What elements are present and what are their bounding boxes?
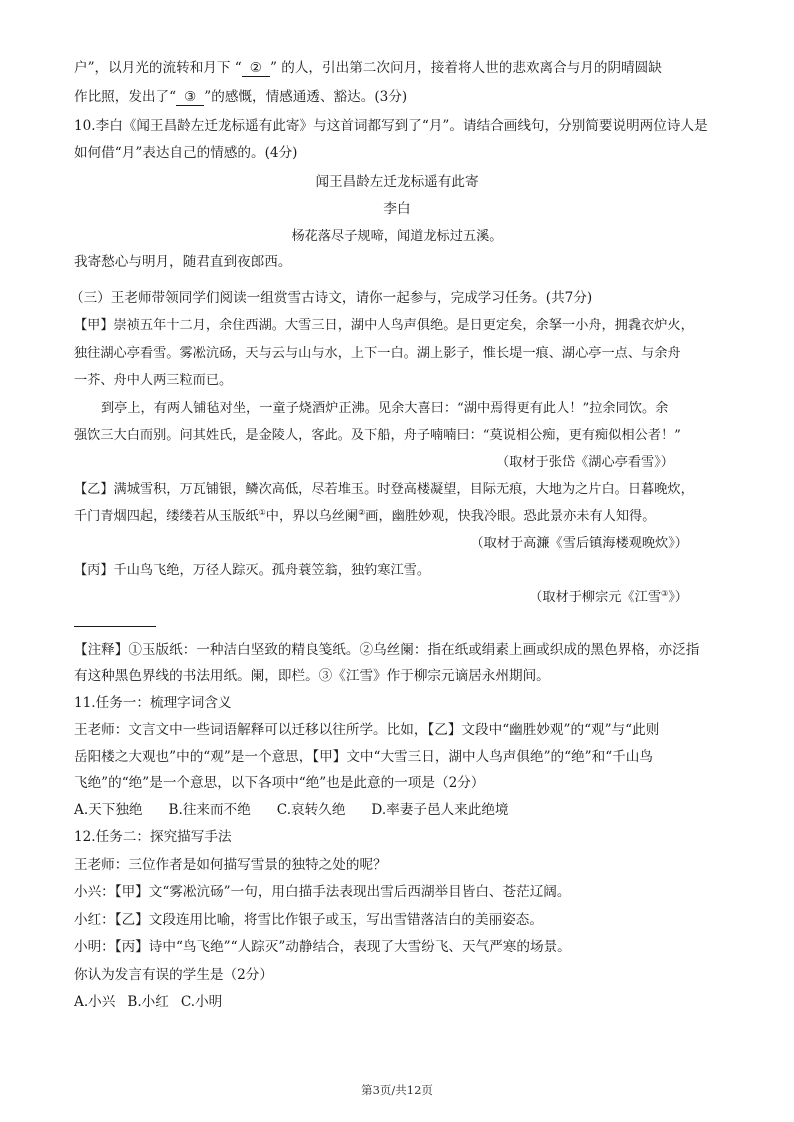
poem-line-2: 我寄愁心与明月，随君直到夜郎西。 [74,254,292,270]
q11-option-d[interactable]: D.率妻子邑人来此绝境 [371,802,509,818]
notes-line-2: 有这种黑色界线的书法用纸。阑，即栏。③《江雪》作于柳宗元谪居永州期间。 [74,668,550,684]
q10-stem-1: 10.李白《闻王昌龄左迁龙标遥有此寄》与这首词都写到了“月”。请结合画线句，分别简要说明两位诗人是 [74,118,708,134]
q12-line: 小兴：【甲】文“雾凇沆砀”一句，用白描手法表现出雪后西湖举目皆白、苍茫辽阔。 [74,884,571,900]
footnote-marker-2: ② [358,508,366,517]
section3-heading: （三）王老师带领同学们阅读一组赏雪古诗文，请你一起参与，完成学习任务。(共7分) [70,290,593,306]
answer-blank-2[interactable]: ② [242,61,270,77]
passage-yi-line [74,507,736,526]
passage-yi-text: 千门青烟四起，缕缕若从玉版纸 [74,509,259,524]
answer-blank-3[interactable]: ③ [176,90,204,106]
q12-line: 小红：【乙】文段连用比喻，将雪比作银子或玉，写出雪错落洁白的美丽姿态。 [74,912,543,928]
passage-yi-text: 中，界以乌丝阑 [265,509,359,524]
passage-jia-source: （取材于张岱《湖心亭看雪》） [495,455,674,470]
passage-yi-line: 【乙】满城雪积，万瓦铺银，鳞次高低，尽若堆玉。时登高楼凝望，目际无痕，大地为之片白。日暮晚炊， [74,482,694,497]
q11-line: 岳阳楼之大观也”中的“观”是一个意思，【甲】文中“大雪三日，湖中人鸟声俱绝”的“绝”和“千山鸟 [74,749,653,765]
q12-line: 王老师：三位作者是如何描写雪景的独特之处的呢？ [74,857,387,873]
footnote-marker-1: ① [258,508,266,517]
q12-option-b[interactable]: B.小红 [127,994,169,1010]
q12-line: 小明：【丙】诗中“鸟飞绝”“人踪灭”动静结合，表现了大雪纷飞、天气严寒的场景。 [74,939,571,955]
q9-line-2 [74,88,736,107]
passage-jia-line: 独往湖心亭看雪。雾凇沆砀，天与云与山与水，上下一白。湖上影子，惟长堤一痕、湖心亭一点、与余舟 [74,346,681,361]
poem-author: 李白 [383,201,411,217]
passage-bing-source-text: 》） [668,590,688,605]
passage-jia-line: 一芥、舟中人两三粒而已。 [74,373,233,388]
passage-jia-line: 【甲】崇祯五年十二月，余住西湖。大雪三日，湖中人鸟声俱绝。是日更定矣，余拏一小舟，拥毳衣炉火， [74,318,694,333]
passage-jia-line: 强饮三大白而别。问其姓氏，是金陵人，客此。及下船，舟子喃喃曰：“莫说相公痴，更有痴似相公者！” [74,428,681,443]
q9-text: 户”，以月光的流转和月下 “ [74,60,242,76]
passage-bing-source [0,588,688,607]
passage-bing-source-text: （取材于柳宗元《江雪 [529,590,662,605]
q9-line-1 [74,59,736,78]
poem-title: 闻王昌龄左迁龙标遥有此寄 [315,174,479,190]
q11-options [74,801,736,820]
footnote-marker-3: ③ [661,589,669,598]
passage-yi-source: （取材于高濂《雪后镇海楼观晚炊》） [470,536,688,551]
passage-jia-line: 到亭上，有两人铺毡对坐，一童子烧酒炉正沸。见余大喜曰：“湖中焉得更有此人！”拉余同饮。余 [101,401,669,416]
q11-title: 11.任务一：梳理字词含义 [74,695,232,711]
page-footer: 第3页/共12页 [361,1083,433,1097]
q11-line: 王老师：文言文中一些词语解释可以迁移以往所学。比如，【乙】文段中“幽胜妙观”的“观”与“此则 [74,722,660,738]
q12-option-c[interactable]: C.小明 [180,994,223,1010]
q12-line: 你认为发言有误的学生是（2分） [74,967,273,983]
footnote-divider [74,626,156,627]
q10-stem-2: 如何借“月”表达自己的情感的。(4分) [74,145,298,161]
q11-line: 飞绝”的“绝”是一个意思，以下各项中“绝”也是此意的一项是（2分） [74,775,485,791]
q9-text: ”的感慨，情感通透、豁达。(3分) [204,89,408,105]
q9-text: ” 的人，引出第二次问月，接着将人世的悲欢离合与月的阴晴圆缺 [269,60,662,76]
q12-title: 12.任务二：探究描写手法 [74,829,232,845]
q12-options [74,993,736,1012]
passage-yi-text: 画，幽胜妙观，快我冷眼。恐此景亦未有人知得。 [365,509,656,524]
q9-text: 作比照，发出了“ [74,89,177,105]
q11-option-a[interactable]: A.天下独绝 [74,802,143,818]
notes-line-1: 【注释】①玉版纸：一种洁白坚致的精良笺纸。②乌丝阑：指在纸或绢素上画或织成的黑色界格，亦泛指 [74,642,700,658]
q11-option-b[interactable]: B.往来而不绝 [168,802,251,818]
q12-option-a[interactable]: A.小兴 [74,994,116,1010]
poem-line-1: 杨花落尽子规啼，闻道龙标过五溪。 [291,229,503,244]
q11-option-c[interactable]: C.哀转久绝 [276,802,346,818]
passage-bing-line: 【丙】千山鸟飞绝，万径人踪灭。孤舟蓑笠翁，独钓寒江雪。 [74,563,431,578]
